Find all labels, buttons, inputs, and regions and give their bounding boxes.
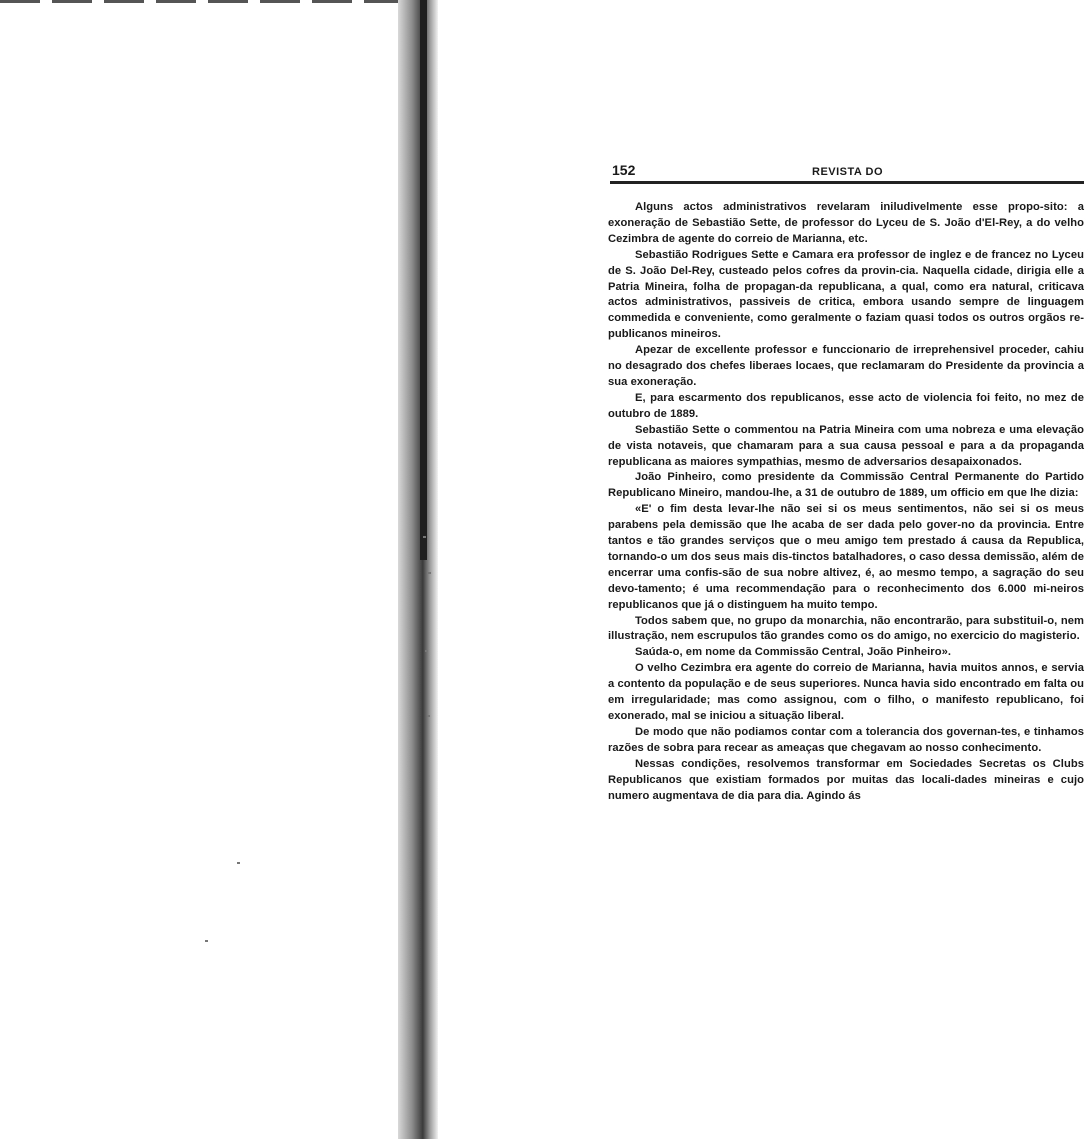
quoted-letter-signature: Saúda-o, em nome da Commissão Central, João Pinheiro».: [635, 646, 952, 659]
body-text: [608, 200, 1084, 804]
paragraph: Alguns actos administrativos revelaram iniludivelmente esse propo-sito: a exoneração de Sebastião Sette, de professor do Lyceu de S. João d'El-Rey, a do velho Cezimbra de agente do correio de Marianna, etc.: [608, 201, 1084, 245]
quoted-letter: Todos sabem que, no grupo da monarchia, não encontrarão, para substituil-o, nem illustração, nem escrupulos tão grandes como os do amigo, no exercicio do magisterio.: [608, 614, 1084, 643]
paragraph: Nessas condições, resolvemos transformar em Sociedades Secretas os Clubs Republicanos que existiam formados por muitas das locali-dades mineiras e cujo numero augmentava de dia para dia. Agindo ás: [608, 757, 1084, 802]
scan-speck: [427, 715, 430, 717]
scan-speck: [428, 572, 431, 574]
paragraph: Sebastião Sette o commentou na Patria Mineira com uma nobreza e uma elevação de vista notaveis, que chamaram para a sua causa pessoal e para a da propaganda republicana as maiores sympathias, mesmo de adversarios desapaixonados.: [608, 423, 1084, 468]
scan-speck: [423, 536, 426, 538]
scan-speck: [205, 940, 208, 942]
header-rule: [610, 181, 1084, 184]
page-number: 152: [612, 162, 636, 178]
quoted-letter: «E' o fim desta levar-lhe não sei si os meus sentimentos, não sei si os meus parabens pela demissão que lhe acaba de ser dada pelo gover-no da provincia. Entre tantos e tão grandes serviços que o meu amigo tem prestado á causa da Republica, tornando-o um dos seus mais dis-tinctos batalhadores, o caso dessa demissão, além de encerrar uma confis-são de sua nobre altivez, é, ao mesmo tempo, a sagração do seu devo-tamento; é uma recommendação para o reconhecimento dos 6.000 mi-neiros republicanos que já o distinguem ha muito tempo.: [608, 503, 1084, 611]
book-gutter-shadow: [398, 0, 438, 1139]
paragraph: O velho Cezimbra era agente do correio de Marianna, havia muitos annos, e servia a contento da população e de seus superiores. Nunca havia sido encontrado em falta ou em irregularidade; mas como assignou, com o filho, o manifesto republicano, foi exonerado, mal se iniciou a situação liberal.: [608, 662, 1084, 722]
running-head: [608, 160, 1084, 182]
paragraph: João Pinheiro, como presidente da Commissão Central Permanente do Partido Republicano Mineiro, mandou-lhe, a 31 de outubro de 1889, um officio em que lhe dizia:: [608, 471, 1084, 500]
gutter-binding-edge: [420, 0, 427, 560]
paragraph: De modo que não podiamos contar com a tolerancia dos governan-tes, e tinhamos razões de sobra para recear as ameaças que chegavam ao nosso conhecimento.: [608, 725, 1084, 754]
paragraph: Apezar de excellente professor e funccionario de irreprehensivel proceder, cahiu no desagrado dos chefes liberaes locaes, que reclamaram do Presidente da provincia a sua exoneração.: [608, 344, 1084, 388]
scan-speck: [237, 862, 240, 864]
right-page: [608, 160, 1084, 804]
left-blank-page: [0, 0, 398, 1139]
top-edge-rule: [0, 0, 398, 3]
paragraph: Sebastião Rodrigues Sette e Camara era professor de inglez e de francez no Lyceu de S. João Del-Rey, custeado pelos cofres da provin-cia. Naquella cidade, dirigia elle a Patria Mineira, folha de propagan-da republicana, a qual, como era natural, criticava actos administrativos, passiveis de critica, embora usando sempre de linguagem commedida e conveniente, como geralmente o faziam quasi todos os outros orgãos re-publicanos mineiros.: [608, 248, 1084, 341]
scan-speck: [425, 650, 428, 652]
running-title: REVISTA DO: [812, 166, 884, 178]
paragraph: E, para escarmento dos republicanos, esse acto de violencia foi feito, no mez de outubro de 1889.: [608, 391, 1084, 420]
